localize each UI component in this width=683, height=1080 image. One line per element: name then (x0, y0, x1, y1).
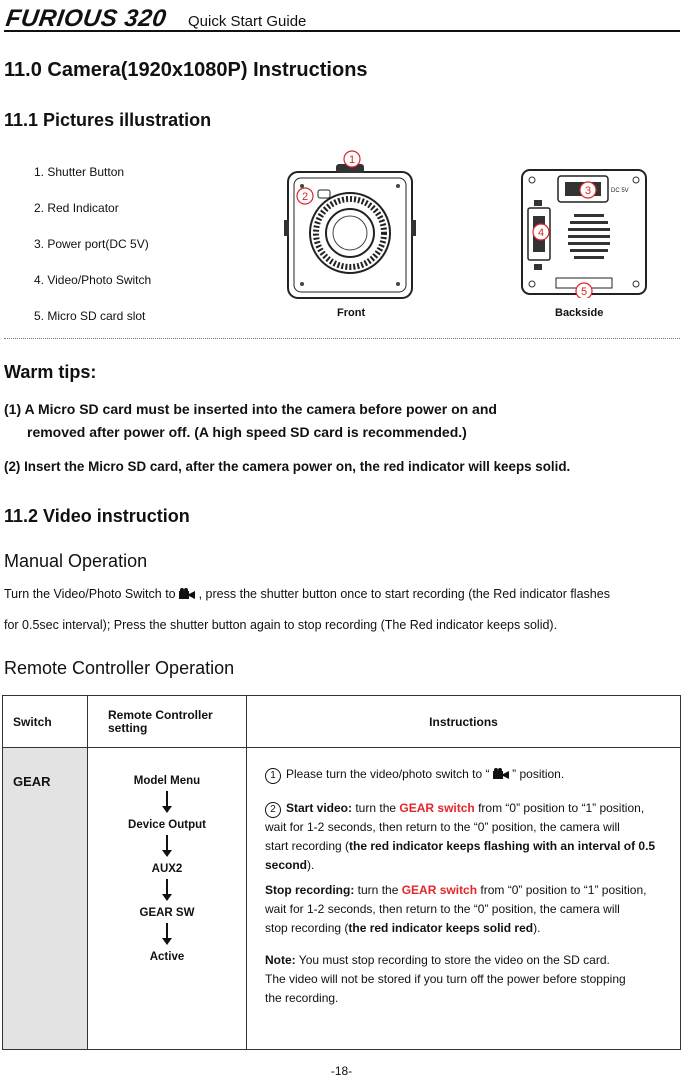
video-camera-icon (179, 588, 195, 603)
list-item: 4. Video/Photo Switch (34, 273, 152, 287)
flow-step: Model Menu (133, 775, 201, 787)
callout-1: 1 (348, 154, 356, 166)
callout-4: 4 (537, 227, 545, 239)
flow-step: Device Output (128, 819, 206, 831)
front-label: Front (337, 307, 366, 319)
table-header-row (3, 696, 681, 748)
flow-cell (88, 748, 247, 1050)
back-label: Backside (555, 307, 604, 319)
manual-text-a: Turn the Video/Photo Switch to (4, 587, 176, 601)
arrow-down-icon (166, 879, 168, 895)
manual-paragraph-1 (4, 587, 682, 603)
manual-text-b: , press the shutter button once to start recording (the Red indicator flashes (198, 587, 610, 601)
list-item: 3. Power port(DC 5V) (34, 237, 149, 251)
step-2: 2 Start video: turn the GEAR switch from “0” position to “1” position, wait for 1-2 seconds, then return to the “0” position, the camera will start recording (the red indicator keeps flashing with an interval of 0.5 second). (265, 801, 656, 872)
list-item: 5. Micro SD card slot (34, 309, 146, 323)
list-item: 1. Shutter Button (34, 165, 125, 179)
video-camera-icon (493, 767, 509, 786)
step-number: 2 (265, 802, 281, 818)
header-subtitle: Quick Start Guide (188, 13, 307, 30)
tip-1-line-1: (1) A Micro SD card must be inserted into the camera before power on and (4, 401, 497, 417)
header-instructions: Instructions (247, 696, 681, 748)
header-setting: Remote Controller setting (88, 696, 247, 748)
table-row (3, 748, 681, 1050)
page-header (4, 4, 680, 32)
camera-front-figure (284, 150, 424, 300)
camera-front-drawing (284, 150, 424, 300)
tip-2: (2) Insert the Micro SD card, after the camera power on, the red indicator will keeps solid. (4, 459, 571, 474)
arrow-down-icon (166, 835, 168, 851)
step-1: 1 Please turn the video/photo switch to “ ” position. (265, 765, 679, 786)
note: Note: You must stop recording to store the video on the SD card. The video will not be stored if you turn off the power before stopping the recording. (265, 953, 626, 1005)
dc-port-label: DC 5V (611, 188, 629, 194)
video-title: 11.2 Video instruction (4, 506, 190, 526)
camera-back-figure (518, 168, 650, 298)
arrow-down-icon (166, 791, 168, 807)
pictures-title: 11.1 Pictures illustration (4, 110, 212, 130)
brand-logo: FURIOUS 320 (4, 5, 169, 32)
section-title: 11.0 Camera(1920x1080P) Instructions (4, 59, 368, 81)
instructions-cell (247, 748, 681, 1050)
flow-step: Active (149, 951, 185, 963)
header-rule (4, 30, 680, 32)
parts-list (34, 154, 151, 334)
stop-recording: Stop recording: turn the GEAR switch from “0” position to “1” position, wait for 1-2 seconds, then return to the “0” position, the camera will stop recording (the red indicator keeps solid red). (265, 883, 647, 935)
manual-paragraph-2: for 0.5sec interval); Press the shutter button again to stop recording (The Red indicator keeps solid). (4, 618, 558, 632)
arrow-down-icon (166, 923, 168, 939)
tip-1-line-2: removed after power off. (A high speed SD card is recommended.) (27, 424, 467, 440)
header-switch: Switch (3, 696, 88, 748)
camera-back-drawing (518, 168, 650, 298)
flow-step: AUX2 (151, 863, 183, 875)
remote-controller-table (2, 695, 681, 1050)
page-number: -18- (330, 1064, 353, 1078)
list-item: 2. Red Indicator (34, 201, 119, 215)
callout-3: 3 (584, 185, 592, 197)
callout-2: 2 (301, 191, 309, 203)
callout-5: 5 (580, 286, 588, 298)
divider (4, 338, 680, 339)
switch-cell: GEAR (3, 748, 88, 1050)
warm-tips-title: Warm tips: (4, 362, 97, 382)
remote-title: Remote Controller Operation (4, 658, 235, 678)
step-number: 1 (265, 768, 281, 784)
manual-title: Manual Operation (4, 551, 148, 571)
flow-step: GEAR SW (139, 907, 195, 919)
